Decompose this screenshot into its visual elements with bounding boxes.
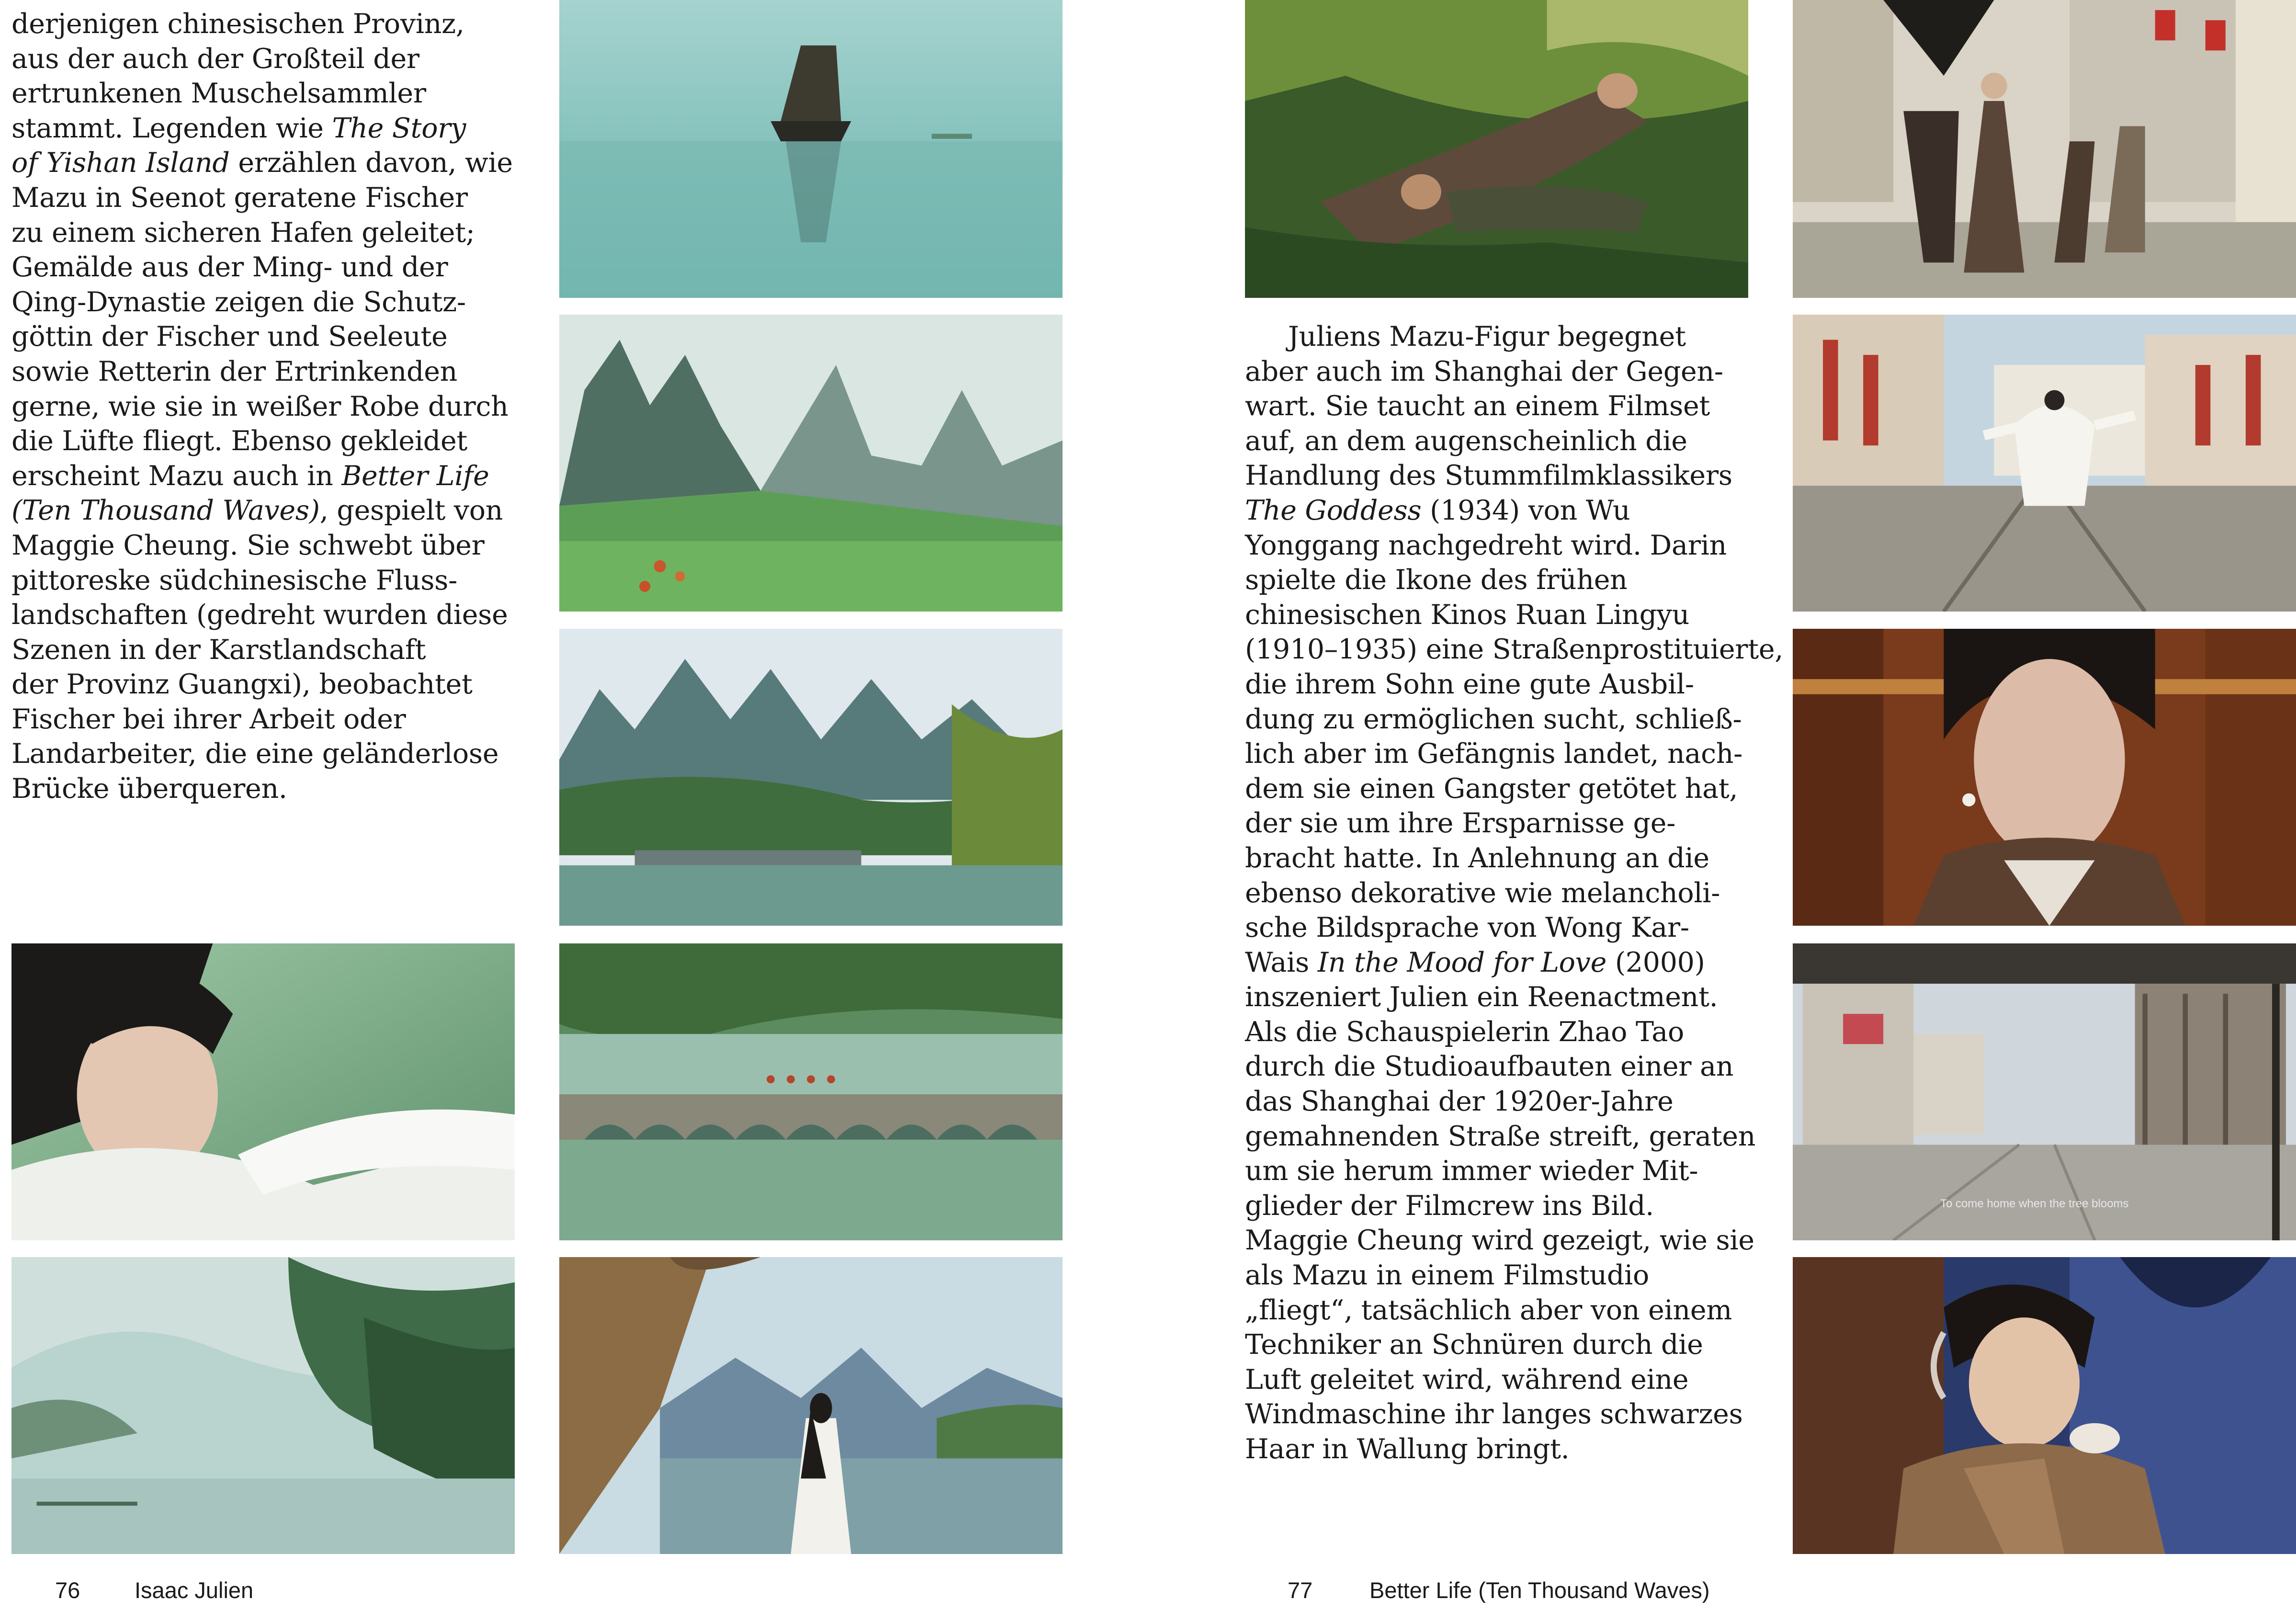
film-title: (Ten Thousand Waves): [11, 495, 320, 527]
running-head: Better Life (Ten Thousand Waves): [1369, 1577, 1710, 1603]
film-title: In the Mood for Love: [1317, 946, 1607, 978]
film-title: The Story: [332, 112, 466, 144]
film-title: Better Life: [341, 460, 489, 492]
film-title: of Yishan Island: [11, 147, 230, 179]
photo-karst-river-bridge: [559, 629, 1063, 926]
photo-karst-mountains-meadow: [559, 315, 1063, 612]
film-subtitle: To come home when the tree blooms: [1940, 1197, 2129, 1210]
photo-empty-shanghai-street: [1793, 943, 2296, 1240]
photo-mazu-figure-white-robe: [559, 1257, 1063, 1554]
page-number: 77: [1288, 1577, 1313, 1603]
film-title: The Goddess: [1245, 494, 1422, 526]
photo-woman-smoking-cigarette: [1793, 1257, 2296, 1554]
photo-junk-boat-misty-lake: [559, 0, 1063, 298]
photo-men-resting-forest: [1245, 0, 1748, 298]
photo-maggie-cheung-portrait: [11, 943, 515, 1240]
page-number: 76: [55, 1577, 80, 1603]
photo-arched-bridge-river: [559, 943, 1063, 1240]
photo-misty-forest-river: [11, 1257, 515, 1554]
right-page-body-text: Juliens Mazu-Figur begegnet aber auch im Shanghai der Gegen- wart. Sie taucht an einem Filmset auf, an dem augenscheinlich die Handlung des Stummfilmklassikers The Goddess (1934) von Wu Yonggang nachgedreht wird. Darin spielte die Ikone des frühen chinesischen Kinos Ruan Lingyu (1910–1935) eine Straßenprostituierte, die ihrem Sohn eine gute Ausbil- dung zu ermöglichen sucht, schließ- lich aber im Gefängnis landet, nach- dem sie einen Gangster getötet hat, der sie um ihre Ersparnisse ge- bracht hatte. In Anlehnung an die ebenso dekorative wie melancholi- sche Bildsprache von Wong Kar- Wais In the Mood for Love (2000) inszeniert Julien ein Reenactment. Als die Schauspielerin Zhao Tao durch die Studioaufbauten einer an das Shanghai der 1920er-Jahre gemahnenden Straße streift, geraten um sie herum immer wieder Mit- glieder der Filmcrew ins Bild. Maggie Cheung wird gezeigt, wie sie als Mazu in einem Filmstudio „fliegt“, tatsächlich aber von einem Techniker an Schnüren durch die Luft geleitet wird, während eine Windmaschine ihr langes schwarzes Haar in Wallung bringt.: [1245, 321, 1784, 1465]
left-page-body-text: derjenigen chinesischen Provinz, aus der auch der Großteil der ertrunkenen Muschelsammler stammt. Legenden wie The Story of Yishan Island erzählen davon, wie Mazu in Seenot geratene Fischer zu einem sicheren Hafen geleitet; Gemälde aus der Ming- und der Qing-Dynastie zeigen die Schutz- göttin der Fischer und Seeleute sowie Retterin der Ertrinkenden gerne, wie sie in weißer Robe durch die Lüfte fliegt. Ebenso gekleidet erscheint Mazu auch in Better Life (Ten Thousand Waves), gespielt von Maggie Cheung. Sie schwebt über pittoreske südchinesische Fluss- landschaften (gedreht wurden diese Szenen in der Karstlandschaft der Provinz Guangxi), beobachtet Fischer bei ihrer Arbeit oder Landarbeiter, die eine geländerlose Brücke überqueren.: [11, 8, 513, 805]
photo-woman-closeup-earring: [1793, 629, 2296, 926]
photo-flying-mazu-street-set: [1793, 315, 2296, 612]
photo-film-set-street-crew: [1793, 0, 2296, 298]
running-head: Isaac Julien: [135, 1577, 254, 1603]
